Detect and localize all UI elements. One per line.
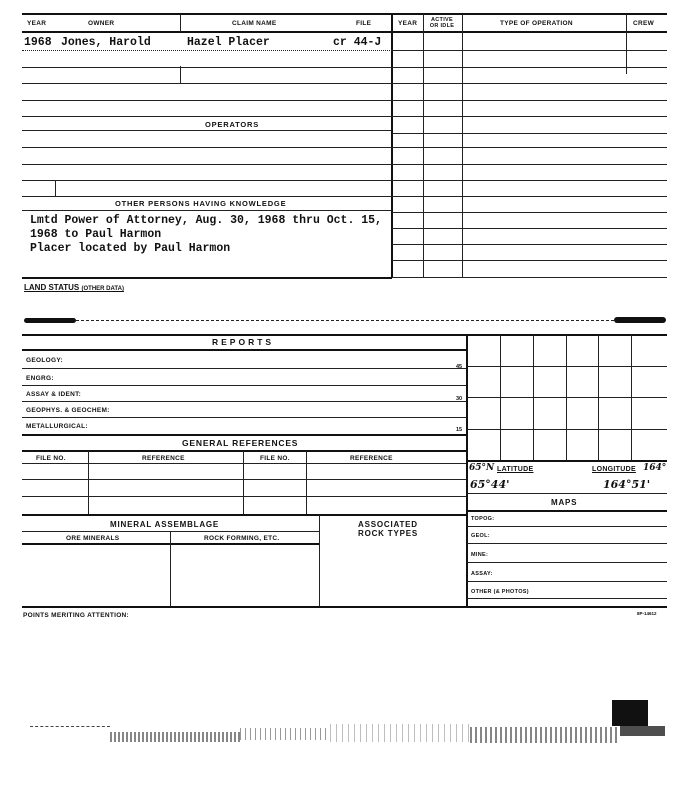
row-line <box>22 116 667 117</box>
divider <box>626 14 627 74</box>
main-divider <box>391 14 393 278</box>
lat-prefix: 65°N <box>469 463 495 473</box>
row-line <box>467 493 667 494</box>
top-border <box>22 13 667 15</box>
row-line <box>22 496 466 497</box>
ore-minerals-header: ORE MINERALS <box>66 535 120 542</box>
owner-header: OWNER <box>88 20 115 27</box>
maps-title: MAPS <box>551 498 578 507</box>
other-person-line-2: 1968 to Paul Harmon <box>30 228 162 241</box>
rock-types-label: ROCK TYPES <box>358 529 419 538</box>
other-persons-title: OTHER PERSONS HAVING KNOWLEDGE <box>115 199 287 208</box>
row-line <box>22 67 667 68</box>
divider <box>180 14 181 32</box>
type-of-operation-header: TYPE OF OPERATION <box>500 20 573 27</box>
scale-45: 45 <box>456 364 463 370</box>
row-line <box>22 147 667 148</box>
row-line <box>22 514 466 516</box>
divider <box>180 66 181 84</box>
row-line <box>22 83 667 84</box>
row-line <box>467 543 667 544</box>
file-no-header-2: FILE NO. <box>260 455 290 462</box>
entry-year: 1968 <box>24 36 52 49</box>
row-line <box>392 260 667 261</box>
row-line <box>392 133 667 134</box>
grid-line <box>467 397 667 398</box>
row-line <box>22 417 466 418</box>
row-line <box>22 479 466 480</box>
right-column-divider <box>466 334 468 606</box>
scan-noise <box>30 724 670 764</box>
other-person-line-1: Lmtd Power of Attorney, Aug. 30, 1968 thru Oct. 15, <box>30 214 382 227</box>
assay-map-row: ASSAY: <box>471 571 493 577</box>
longitude-value: 164°51' <box>603 478 651 491</box>
row-line <box>22 210 392 211</box>
file-header: FILE <box>356 20 372 27</box>
divider <box>243 451 244 515</box>
row-line <box>392 244 667 245</box>
year-header-2: YEAR <box>398 20 418 27</box>
longitude-label: LONGITUDE <box>592 466 636 473</box>
form-number: 8P-14612 <box>637 611 657 616</box>
latitude-label: LATITUDE <box>497 466 534 473</box>
points-meriting-attention: POINTS MERITING ATTENTION: <box>23 612 130 619</box>
geology-row: GEOLOGY: <box>26 357 63 364</box>
row-line <box>392 228 667 229</box>
scale-15: 15 <box>456 427 463 433</box>
long-suffix: 164° <box>643 463 667 473</box>
entry-file: cr 44-J <box>333 36 382 49</box>
divider <box>88 451 89 515</box>
row-line <box>22 277 392 279</box>
bottom-rule <box>22 606 667 608</box>
divider <box>423 14 424 278</box>
latitude-value: 65°44' <box>470 478 510 491</box>
rock-forming-header: ROCK FORMING, ETC. <box>204 535 280 542</box>
geol-row: GEOL: <box>471 533 490 539</box>
row-line <box>467 598 667 599</box>
topog-row: TOPOG: <box>471 516 495 522</box>
reports-top-rule <box>22 334 667 336</box>
scale-30: 30 <box>456 396 463 402</box>
row-line <box>22 100 667 101</box>
metallurgical-row: METALLURGICAL: <box>26 423 88 430</box>
engrg-row: ENGRG: <box>26 375 54 382</box>
claim-name-header: CLAIM NAME <box>232 20 277 27</box>
row-line <box>22 349 466 351</box>
divider <box>170 531 171 606</box>
reference-header-2: REFERENCE <box>350 455 393 462</box>
row-line <box>22 401 466 402</box>
grid-line <box>467 429 667 430</box>
active-idle-header: ACTIVE OR IDLE <box>429 17 455 29</box>
general-references-title: GENERAL REFERENCES <box>182 438 299 448</box>
entry-owner: Jones, Harold <box>61 36 151 49</box>
row-line <box>392 50 667 51</box>
reference-header: REFERENCE <box>142 455 185 462</box>
divider <box>462 14 463 278</box>
divider <box>319 515 320 606</box>
row-line <box>467 510 667 512</box>
smudge <box>24 318 76 323</box>
geophys-row: GEOPHYS. & GEOCHEM: <box>26 407 110 414</box>
grid-line <box>467 460 667 462</box>
row-line <box>22 50 392 51</box>
land-status-label: LAND STATUS (OTHER DATA) <box>24 283 124 292</box>
crew-header: CREW <box>633 20 655 27</box>
row-line <box>467 526 667 527</box>
row-line <box>22 180 667 181</box>
header-bottom-rule <box>22 31 667 33</box>
divider <box>306 451 307 515</box>
associated-label: ASSOCIATED <box>358 520 418 529</box>
assay-row: ASSAY & IDENT: <box>26 391 82 398</box>
grid-line <box>467 366 667 367</box>
row-line <box>392 212 667 213</box>
smudge <box>614 317 666 323</box>
row-line <box>22 368 466 369</box>
other-person-line-3: Placer located by Paul Harmon <box>30 242 231 255</box>
row-line <box>22 385 466 386</box>
mineral-assemblage-title: MINERAL ASSEMBLAGE <box>110 520 220 529</box>
divider <box>55 180 56 196</box>
file-no-header: FILE NO. <box>36 455 66 462</box>
row-line <box>76 320 624 321</box>
row-line <box>467 581 667 582</box>
operators-title: OPERATORS <box>205 120 260 129</box>
row-line <box>22 164 667 165</box>
entry-claim: Hazel Placer <box>187 36 270 49</box>
reports-title: REPORTS <box>212 337 275 347</box>
row-line <box>22 434 466 436</box>
row-line <box>467 562 667 563</box>
row-line <box>392 277 667 278</box>
other-photos-row: OTHER (& PHOTOS) <box>471 589 529 595</box>
mine-row: MINE: <box>471 552 489 558</box>
year-header: YEAR <box>27 20 47 27</box>
row-line <box>22 130 392 131</box>
row-line <box>22 196 667 197</box>
